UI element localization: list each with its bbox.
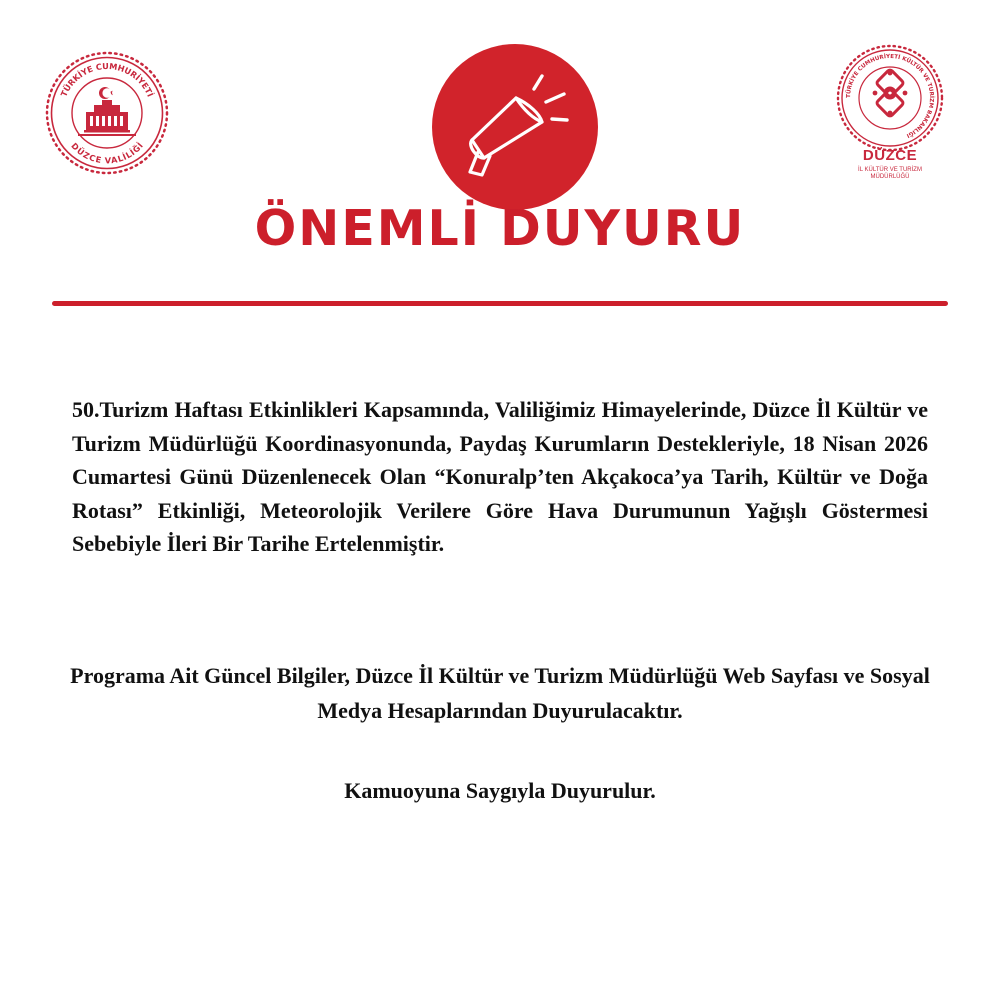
info-paragraph: Programa Ait Güncel Bilgiler, Düzce İl Kültür ve Turizm Müdürlüğü Web Sayfası ve Sosyal Medya Hesaplarından Duyurulacaktır.	[70, 663, 930, 723]
page-title: ÖNEMLİ DUYURU	[254, 200, 746, 257]
right-logo-brand: DÜZCE	[862, 147, 918, 164]
title-divider	[52, 301, 948, 306]
right-logo-caption-line1: İL KÜLTÜR VE TURİZM	[858, 167, 922, 173]
left-logo-top-text: TÜRKİYE CUMHURİYETİ	[58, 60, 156, 99]
megaphone-badge	[432, 44, 598, 210]
kultur-turizm-logo	[835, 43, 945, 153]
duzce-valiligi-logo	[44, 50, 170, 176]
governorship-seal-icon	[44, 50, 170, 176]
right-logo-caption-line2: MÜDÜRLÜĞÜ	[870, 174, 910, 180]
megaphone-icon	[432, 44, 598, 210]
right-logo-ring-text: TÜRKİYE CUMHURİYETİ KÜLTÜR VE TURİZM BAKANLIĞI	[845, 53, 935, 139]
culture-tourism-seal-icon	[835, 43, 945, 153]
closing-line: Kamuoyuna Saygıyla Duyurulur.	[344, 778, 656, 803]
right-logo-caption	[830, 167, 950, 181]
left-logo-bottom-text: DÜZCE VALİLİĞİ	[69, 140, 145, 166]
announcement-paragraph: 50.Turizm Haftası Etkinlikleri Kapsamında, Valiliğimiz Himayelerinde, Düzce İl Kültür ve Turizm Müdürlüğü Koordinasyonunda, Paydaş Kurumların Destekleriyle, 18 Nisan 2026 Cumartesi Günü Düzenlenecek Olan “Konuralp’ten Akçakoca’ya Tarih, Kültür ve Doğa Rotası” Etkinliği, Meteorolojik Verilere Göre Hava Durumunun Yağışlı Göstermesi Sebebiyle İleri Bir Tarihe Ertelenmiştir.	[72, 397, 928, 557]
